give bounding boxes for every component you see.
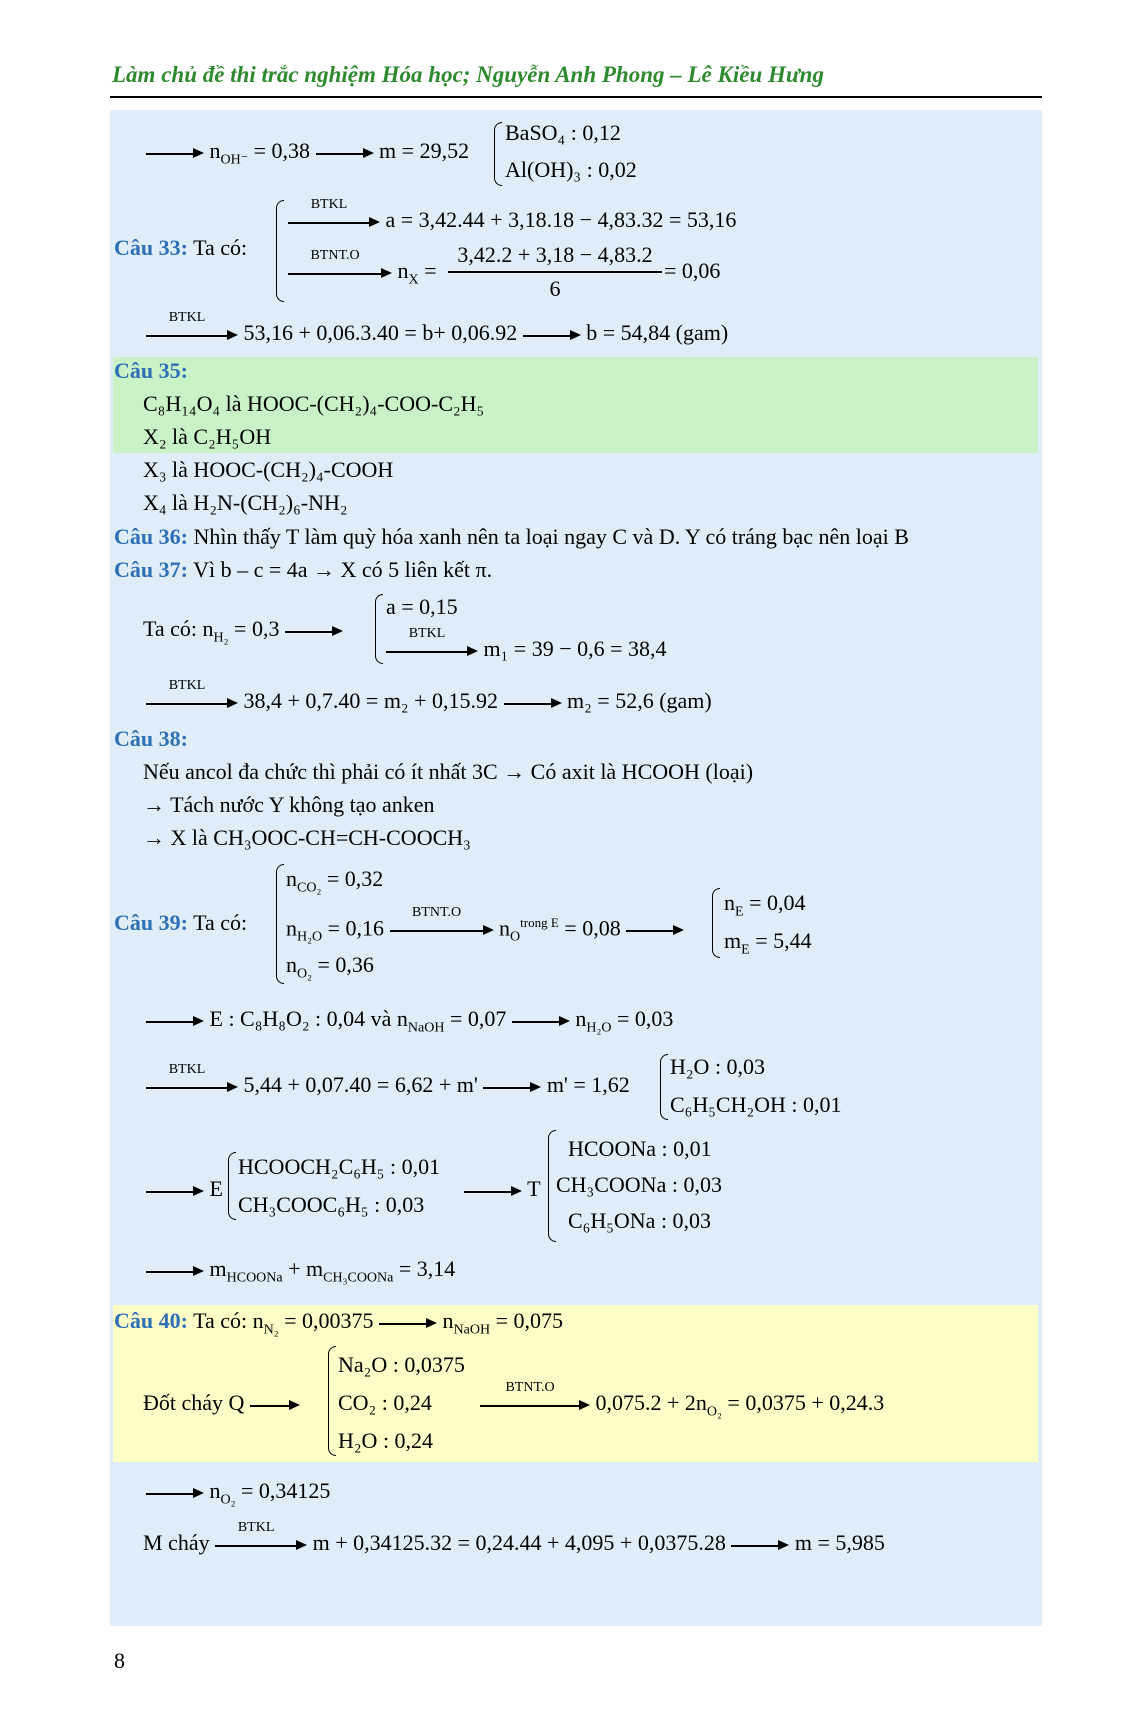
q39-s2: $n_{H_2O} = 0,16$ BTNT.O $n_O^{trong E} = 0,08$ xyxy=(286,910,684,951)
q39-l4c1: HCOOCH₂C₆H₅ : 0,01 xyxy=(238,1154,441,1179)
q37-c1: a = 0,15 xyxy=(386,594,458,619)
brace xyxy=(548,1130,556,1242)
q39-line4-t: T xyxy=(464,1176,541,1202)
brace xyxy=(276,864,284,984)
q35-line4: X₄ là H₂N-(CH₂)₆-NH₂ xyxy=(143,490,348,515)
q33-line1: BTKL a = 3,42.44 + 3,18.18 − 4,83.32 = 53,16 xyxy=(288,207,736,233)
q35-line3: X₃ là HOOC-(CH₂)₄-COOH xyxy=(143,457,394,482)
q39-line4: E xyxy=(146,1176,223,1202)
q40-line3: $n_{O_2} = 0,34125$ xyxy=(146,1478,330,1513)
q39-s3: $n_{O_2} = 0,36$ xyxy=(286,952,374,982)
q33-line3: BTKL 53,16 + 0,06.3.40 = b+ 0,06.92 b = 54,84 (gam) xyxy=(146,320,728,346)
line-baso4: BaSO₄ : 0,12 xyxy=(505,120,621,145)
q39-l4c2: CH₃COOC₆H₅ : 0,03 xyxy=(238,1192,425,1217)
q40-line4: M cháy BTKL m + 0,34125.32 = 0,24.44 + 4,095 + 0,0375.28 m = 5,985 xyxy=(143,1519,885,1555)
q37-line3: BTKL 38,4 + 0,7.40 = m₂ + 0,15.92 m₂ = 52,6 (gam) xyxy=(146,688,712,714)
q39-l4t2: CH₃COONa : 0,03 xyxy=(556,1172,722,1197)
q39-l4t3: C₆H₅ONa : 0,03 xyxy=(568,1208,712,1233)
brace xyxy=(228,1152,236,1220)
q40-c3: H₂O : 0,24 xyxy=(338,1428,434,1453)
q39-line2: E : C₈H₈O₂ : 0,04 và $n_{NaOH} = 0,07$ $n_{H_2O} = 0,03$ xyxy=(146,1006,673,1041)
q35-line2: X₂ là C₂H₅OH xyxy=(143,424,272,449)
q37-line: Câu 37: Vì b – c = 4a → X có 5 liên kết π. xyxy=(114,557,493,582)
q33-result: = 0,06 xyxy=(664,258,721,283)
q39-line5: $m_{HCOONa} + m_{CH_3COONa} = 3,14$ xyxy=(146,1256,455,1291)
q39-l3c1: H₂O : 0,03 xyxy=(670,1054,766,1079)
q39-r2: $m_E = 5,44$ xyxy=(724,928,812,958)
brace xyxy=(276,200,284,302)
arrow xyxy=(316,143,374,163)
q39-line3: BTKL 5,44 + 0,07.40 = 6,62 + m' m' = 1,62 xyxy=(146,1072,630,1098)
brace xyxy=(712,888,720,958)
q38-line3: → X là CH₃OOC-CH=CH-COOCH₃ xyxy=(143,825,471,850)
header-rule xyxy=(110,96,1042,98)
q37-c2: BTKL m₁ = 39 − 0,6 = 38,4 xyxy=(386,636,667,662)
q38-heading: Câu 38: xyxy=(114,726,188,751)
q38-line1: Nếu ancol đa chức thì phải có ít nhất 3C → Có axit là HCOOH (loại) xyxy=(143,759,754,784)
q40-c1: Na₂O : 0,0375 xyxy=(338,1352,465,1377)
q39-l3c2: C₆H₅CH₂OH : 0,01 xyxy=(670,1092,842,1117)
arrow xyxy=(146,143,204,163)
q40-result: BTNT.O $0,075.2 + 2n_{O_2} = 0,0375 + 0,24.3$ xyxy=(480,1390,884,1425)
q36-line: Câu 36: Nhìn thấy T làm quỳ hóa xanh nên ta loại ngay C và D. Y có tráng bạc nên loại B xyxy=(114,524,909,549)
q35-line1: C₈H₁₄O₄ là HOOC-(CH₂)₄-COO-C₂H₅ xyxy=(143,391,485,416)
q40-heading: Câu 40: Ta có: $n_{N_2} = 0,00375$ $n_{NaOH} = 0,075$ xyxy=(114,1308,563,1338)
q40-burn: Đốt cháy Q xyxy=(143,1390,300,1416)
q39-l4t1: HCOONa : 0,01 xyxy=(568,1136,712,1161)
brace xyxy=(494,122,502,186)
page-header: Làm chủ đề thi trắc nghiệm Hóa học; Nguyễn Anh Phong – Lê Kiều Hưng xyxy=(112,62,824,87)
q33-heading: Câu 33: Ta có: xyxy=(114,235,248,260)
line-aloh3: Al(OH)₃ : 0,02 xyxy=(505,157,637,182)
q39-r1: $n_E = 0,04$ xyxy=(724,890,806,920)
q38-line2: → Tách nước Y không tạo anken xyxy=(143,792,435,817)
brace xyxy=(328,1346,336,1456)
q33-line2: BTNT.O $n_X$ = xyxy=(288,258,437,293)
q37-intro: Ta có: $n_{H_2} = 0,3$ xyxy=(143,616,343,651)
q33-fraction: 3,42.2 + 3,18 − 4,83.2 6 xyxy=(448,242,662,302)
page-number: 8 xyxy=(114,1648,125,1673)
q40-c2: CO₂ : 0,24 xyxy=(338,1390,432,1415)
q35-heading: Câu 35: xyxy=(114,358,188,383)
brace xyxy=(660,1054,668,1120)
q39-heading: Câu 39: Ta có: xyxy=(114,910,248,935)
q39-s1: $n_{CO_2} = 0,32$ xyxy=(286,866,384,896)
line-oh: $n_{OH^-} = 0,38$ m = 29,52 xyxy=(146,138,469,173)
brace xyxy=(375,594,383,664)
